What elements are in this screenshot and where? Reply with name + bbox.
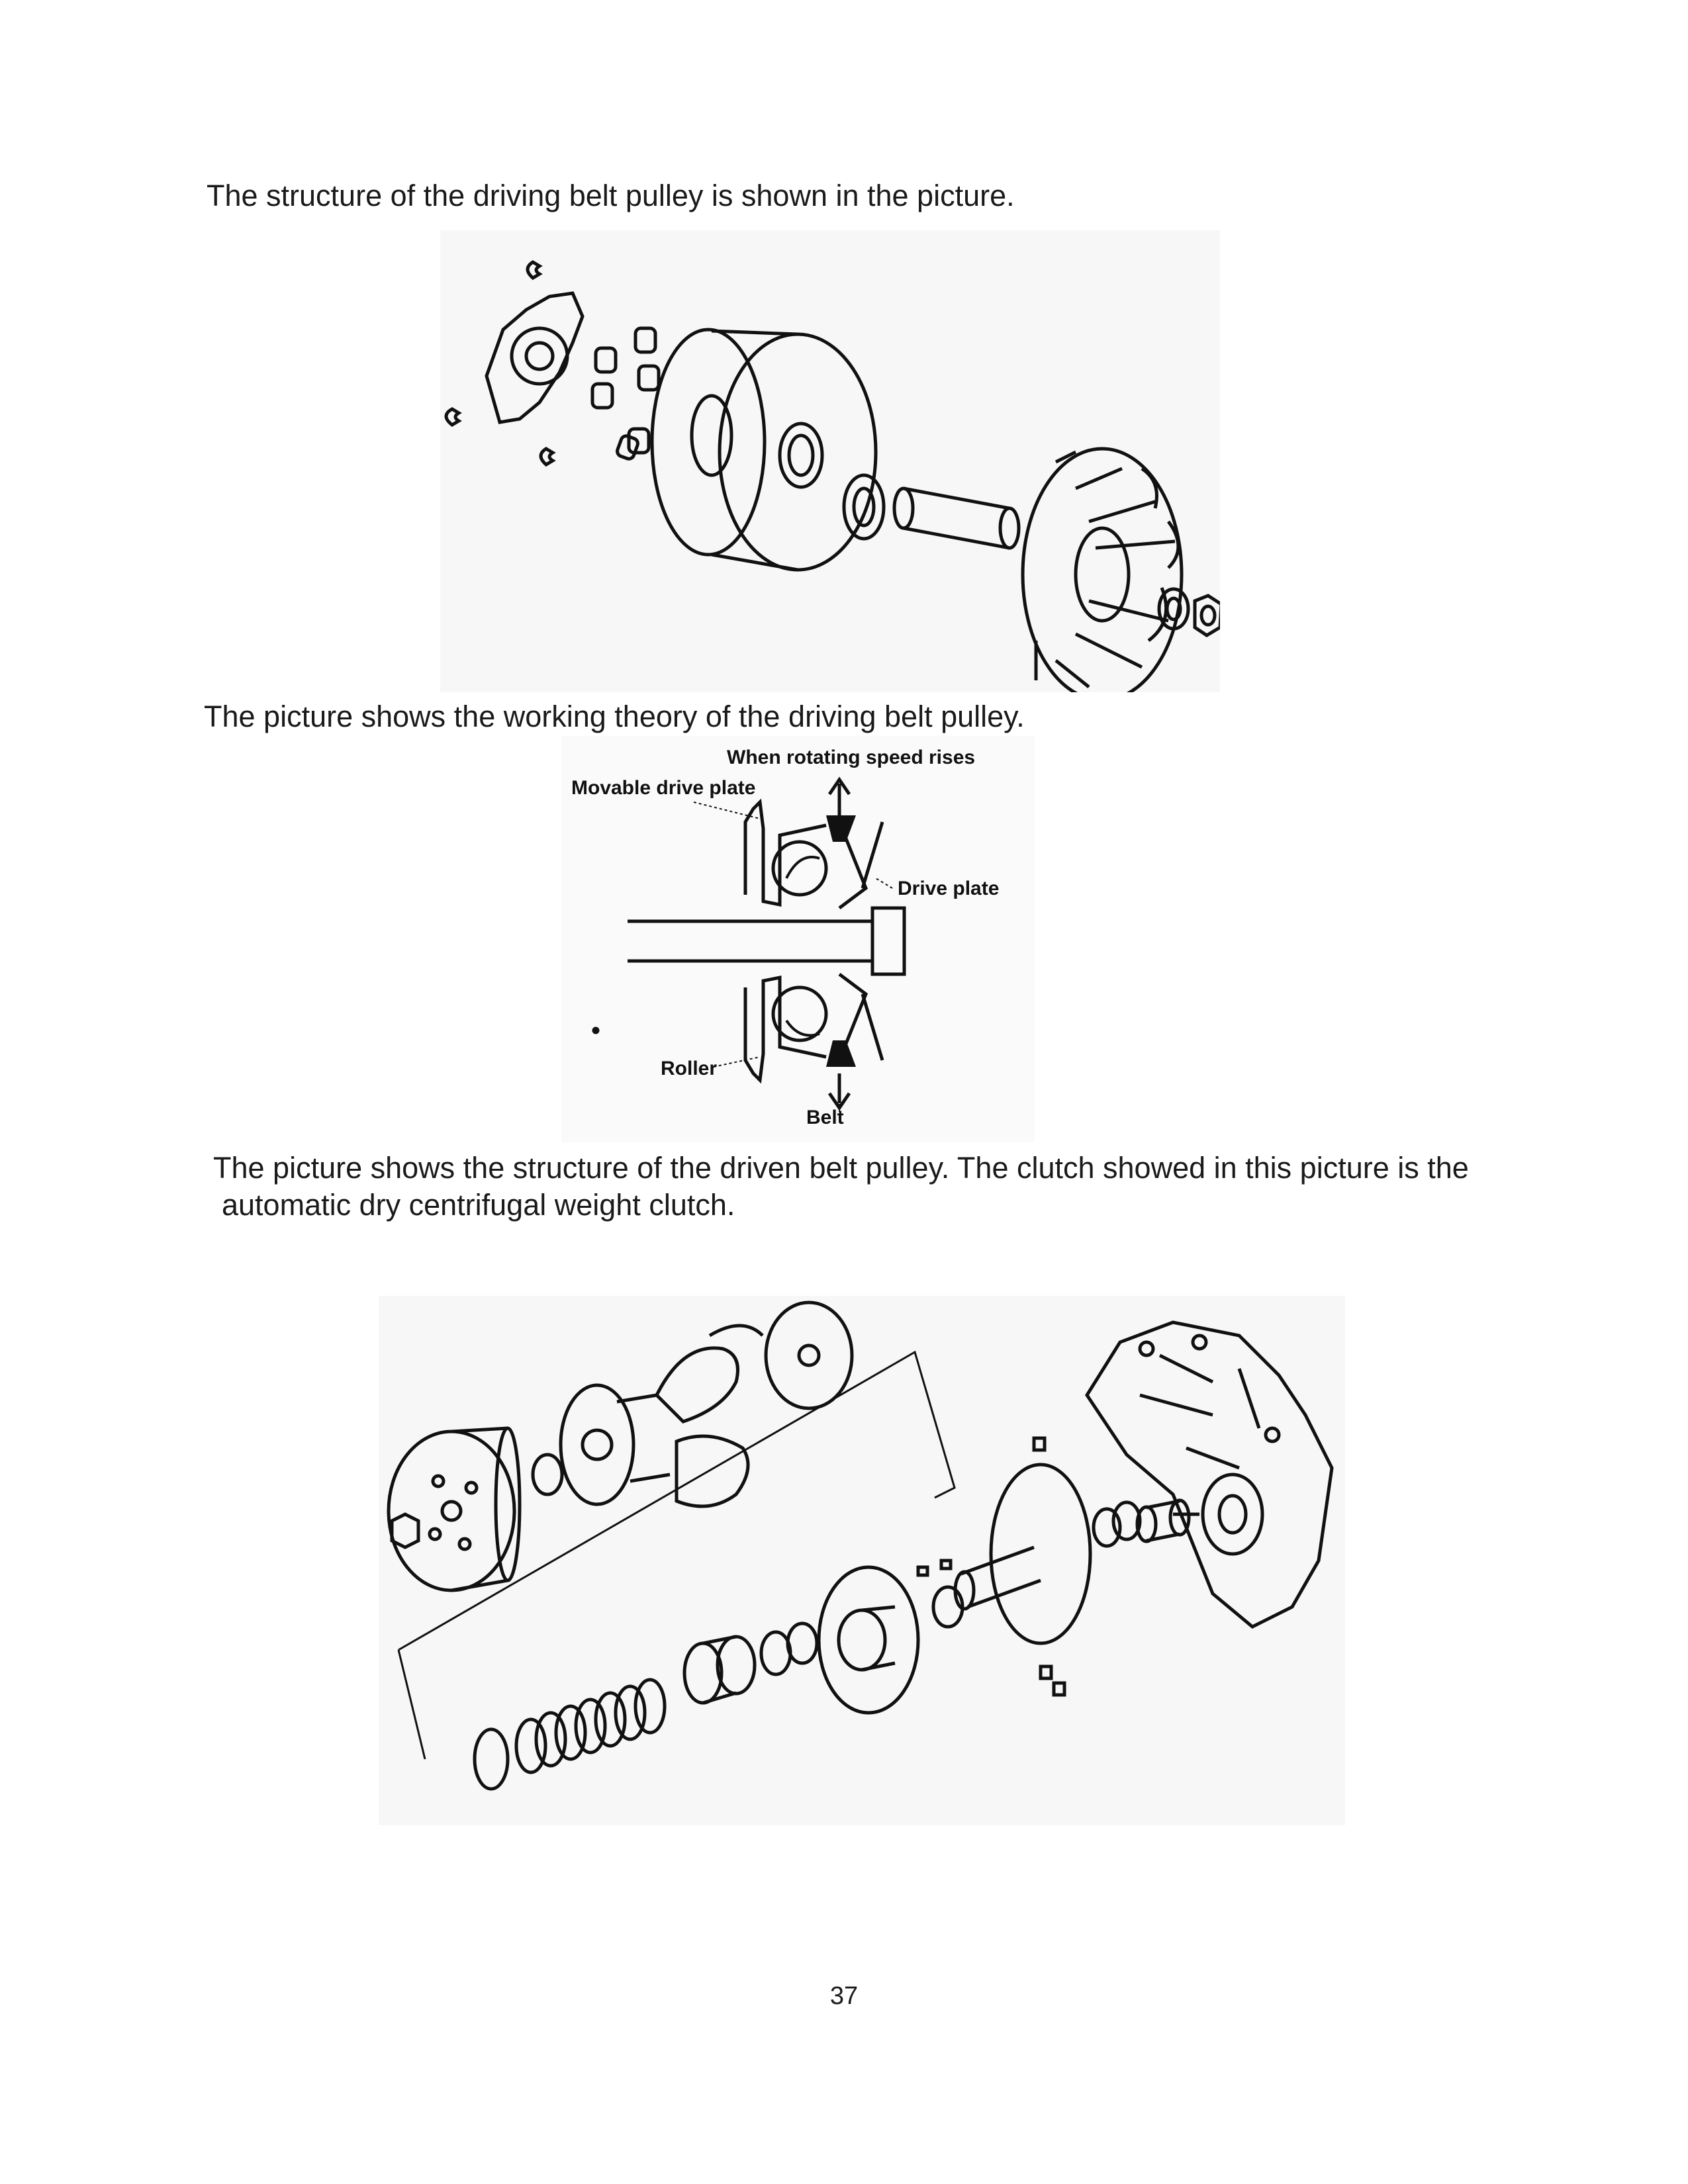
paragraph-driven-pulley-line1: The picture shows the structure of the driven belt pulley. The clutch showed in this picture is the <box>213 1151 1469 1185</box>
ramp-plate-part <box>487 293 583 422</box>
label-drive-plate: Drive plate <box>898 878 1000 899</box>
nut-block <box>872 908 904 974</box>
clutch-shoes-part <box>657 1326 763 1506</box>
movable-driven-face-part <box>819 1567 918 1713</box>
roller-weights-part <box>592 328 659 460</box>
clutch-outer-housing-part <box>389 1428 520 1590</box>
driving-pulley-drawing <box>440 230 1220 692</box>
collar-part <box>894 488 1019 548</box>
label-roller: Roller <box>661 1058 718 1079</box>
o-ring-part <box>761 1632 790 1674</box>
arrow-up <box>829 780 849 815</box>
crankcase-part <box>1087 1322 1332 1627</box>
paragraph-driven-pulley-line2: automatic dry centrifugal weight clutch. <box>222 1188 735 1222</box>
clutch-cover-plate-part <box>766 1302 852 1408</box>
shaft-line <box>628 921 872 961</box>
paragraph-driving-pulley-structure: The structure of the driving belt pulley is shown in the picture. <box>207 179 1015 212</box>
driven-pulley-drawing <box>379 1296 1345 1825</box>
bearing-part <box>1094 1509 1120 1546</box>
figure-driving-pulley-exploded <box>440 230 1220 692</box>
oil-seal-part <box>844 475 884 539</box>
label-movable-drive-plate: Movable drive plate <box>571 777 756 799</box>
fan-drive-plate-part <box>1023 449 1182 692</box>
working-theory-drawing <box>561 736 1035 1142</box>
compression-spring-part <box>475 1680 665 1789</box>
clutch-drive-plate-part <box>561 1385 670 1504</box>
figure-driven-pulley-exploded <box>379 1296 1345 1825</box>
seal-collar-part <box>684 1637 755 1703</box>
fixed-driven-face-part <box>955 1438 1090 1695</box>
figure-working-theory <box>561 736 1035 1142</box>
clutch-washer-part <box>533 1455 562 1494</box>
belt-top <box>826 815 856 842</box>
paragraph-working-theory: The picture shows the working theory of the driving belt pulley. <box>204 700 1025 733</box>
belt-bottom <box>826 1040 856 1067</box>
label-belt: Belt <box>806 1107 844 1128</box>
clutch-nut-part <box>392 1514 418 1547</box>
page-number: 37 <box>829 1982 859 2010</box>
movable-drive-plate-part <box>652 330 876 570</box>
washer-nut-part <box>1159 589 1220 635</box>
arrow-down <box>829 1073 849 1108</box>
label-rotating-speed: When rotating speed rises <box>727 747 976 768</box>
